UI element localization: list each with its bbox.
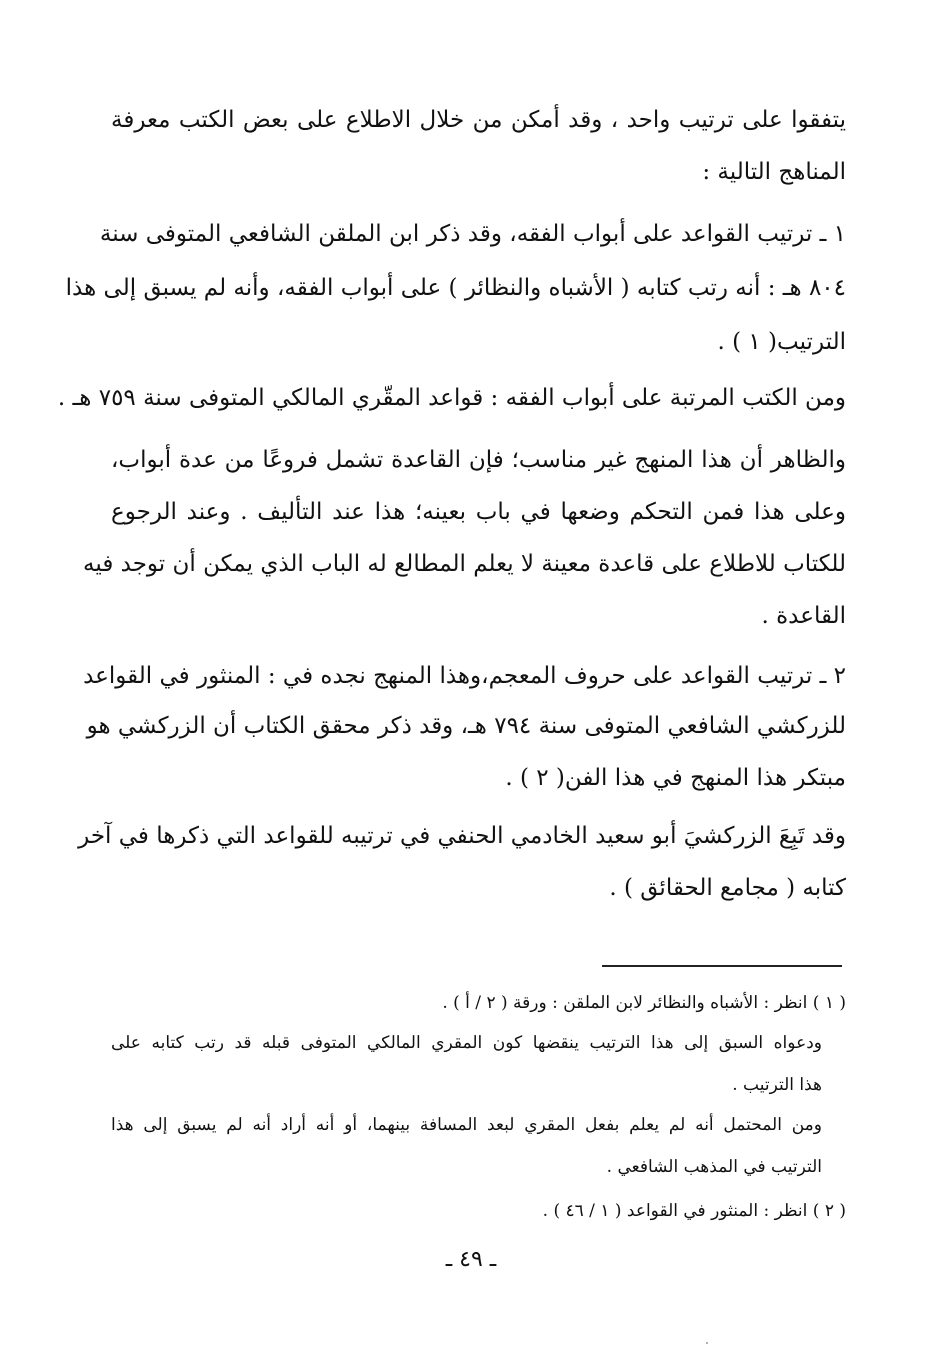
- body-line: يتفقوا على ترتيب واحد ، وقد أمكن من خلال الاطلاع على بعض الكتب معرفة: [111, 107, 846, 133]
- body-line: وقد تَبِعَ الزركشيَ أبو سعيد الخادمي الحنفي في ترتيبه للقواعد التي ذكرها في آخر: [78, 823, 846, 849]
- footnote-line: هذا الترتيب .: [732, 1075, 822, 1095]
- body-line: ١ ـ ترتيب القواعد على أبواب الفقه، وقد ذكر ابن الملقن الشافعي المتوفى سنة: [99, 221, 846, 247]
- body-line: والظاهر أن هذا المنهج غير مناسب؛ فإن القاعدة تشمل فروعًا من عدة أبواب،: [111, 447, 846, 473]
- body-line: للزركشي الشافعي المتوفى سنة ٧٩٤ هـ، وقد ذكر محقق الكتاب أن الزركشي هو: [86, 713, 846, 739]
- footnote-line: ودعواه السبق إلى هذا الترتيب ينقضها كون المقري المالكي المتوفى قبله قد رتب كتابه على: [111, 1033, 822, 1053]
- footnote-line: الترتيب في المذهب الشافعي .: [606, 1157, 822, 1177]
- footnote-line: ( ١ ) انظر : الأشباه والنظائر لابن الملقن : ورقة ( ٢ / أ ) .: [442, 993, 846, 1013]
- footnote-line: ومن المحتمل أنه لم يعلم بفعل المقري لبعد المسافة بينهما، أو أنه أراد أنه لم يسبق إلى هذا: [111, 1115, 822, 1135]
- scan-speck: [706, 1342, 708, 1344]
- body-line: مبتكر هذا المنهج في هذا الفن( ٢ ) .: [505, 765, 846, 791]
- body-line: القاعدة .: [761, 603, 846, 629]
- body-line: وعلى هذا فمن التحكم وضعها في باب بعينه؛ هذا عند التأليف . وعند الرجوع: [111, 499, 846, 525]
- body-line: ومن الكتب المرتبة على أبواب الفقه : قواعد المقّري المالكي المتوفى سنة ٧٥٩ هـ .: [57, 385, 846, 411]
- body-line: للكتاب للاطلاع على قاعدة معينة لا يعلم المطالع له الباب الذي يمكن أن توجد فيه: [83, 551, 846, 577]
- body-line: الترتيب( ١ ) .: [717, 329, 846, 355]
- page-number: ـ ٤٩ ـ: [445, 1247, 497, 1272]
- footnote-line: ( ٢ ) انظر : المنثور في القواعد ( ١ / ٤٦ ) .: [542, 1201, 846, 1221]
- body-line: المناهج التالية :: [702, 159, 846, 185]
- footnote-separator: [602, 965, 842, 967]
- body-line: ٢ ـ ترتيب القواعد على حروف المعجم،وهذا المنهج نجده في : المنثور في القواعد: [83, 663, 846, 689]
- body-line: ٨٠٤ هـ : أنه رتب كتابه ( الأشباه والنظائر ) على أبواب الفقه، وأنه لم يسبق إلى هذا: [65, 275, 846, 301]
- body-line: كتابه ( مجامع الحقائق ) .: [609, 875, 846, 901]
